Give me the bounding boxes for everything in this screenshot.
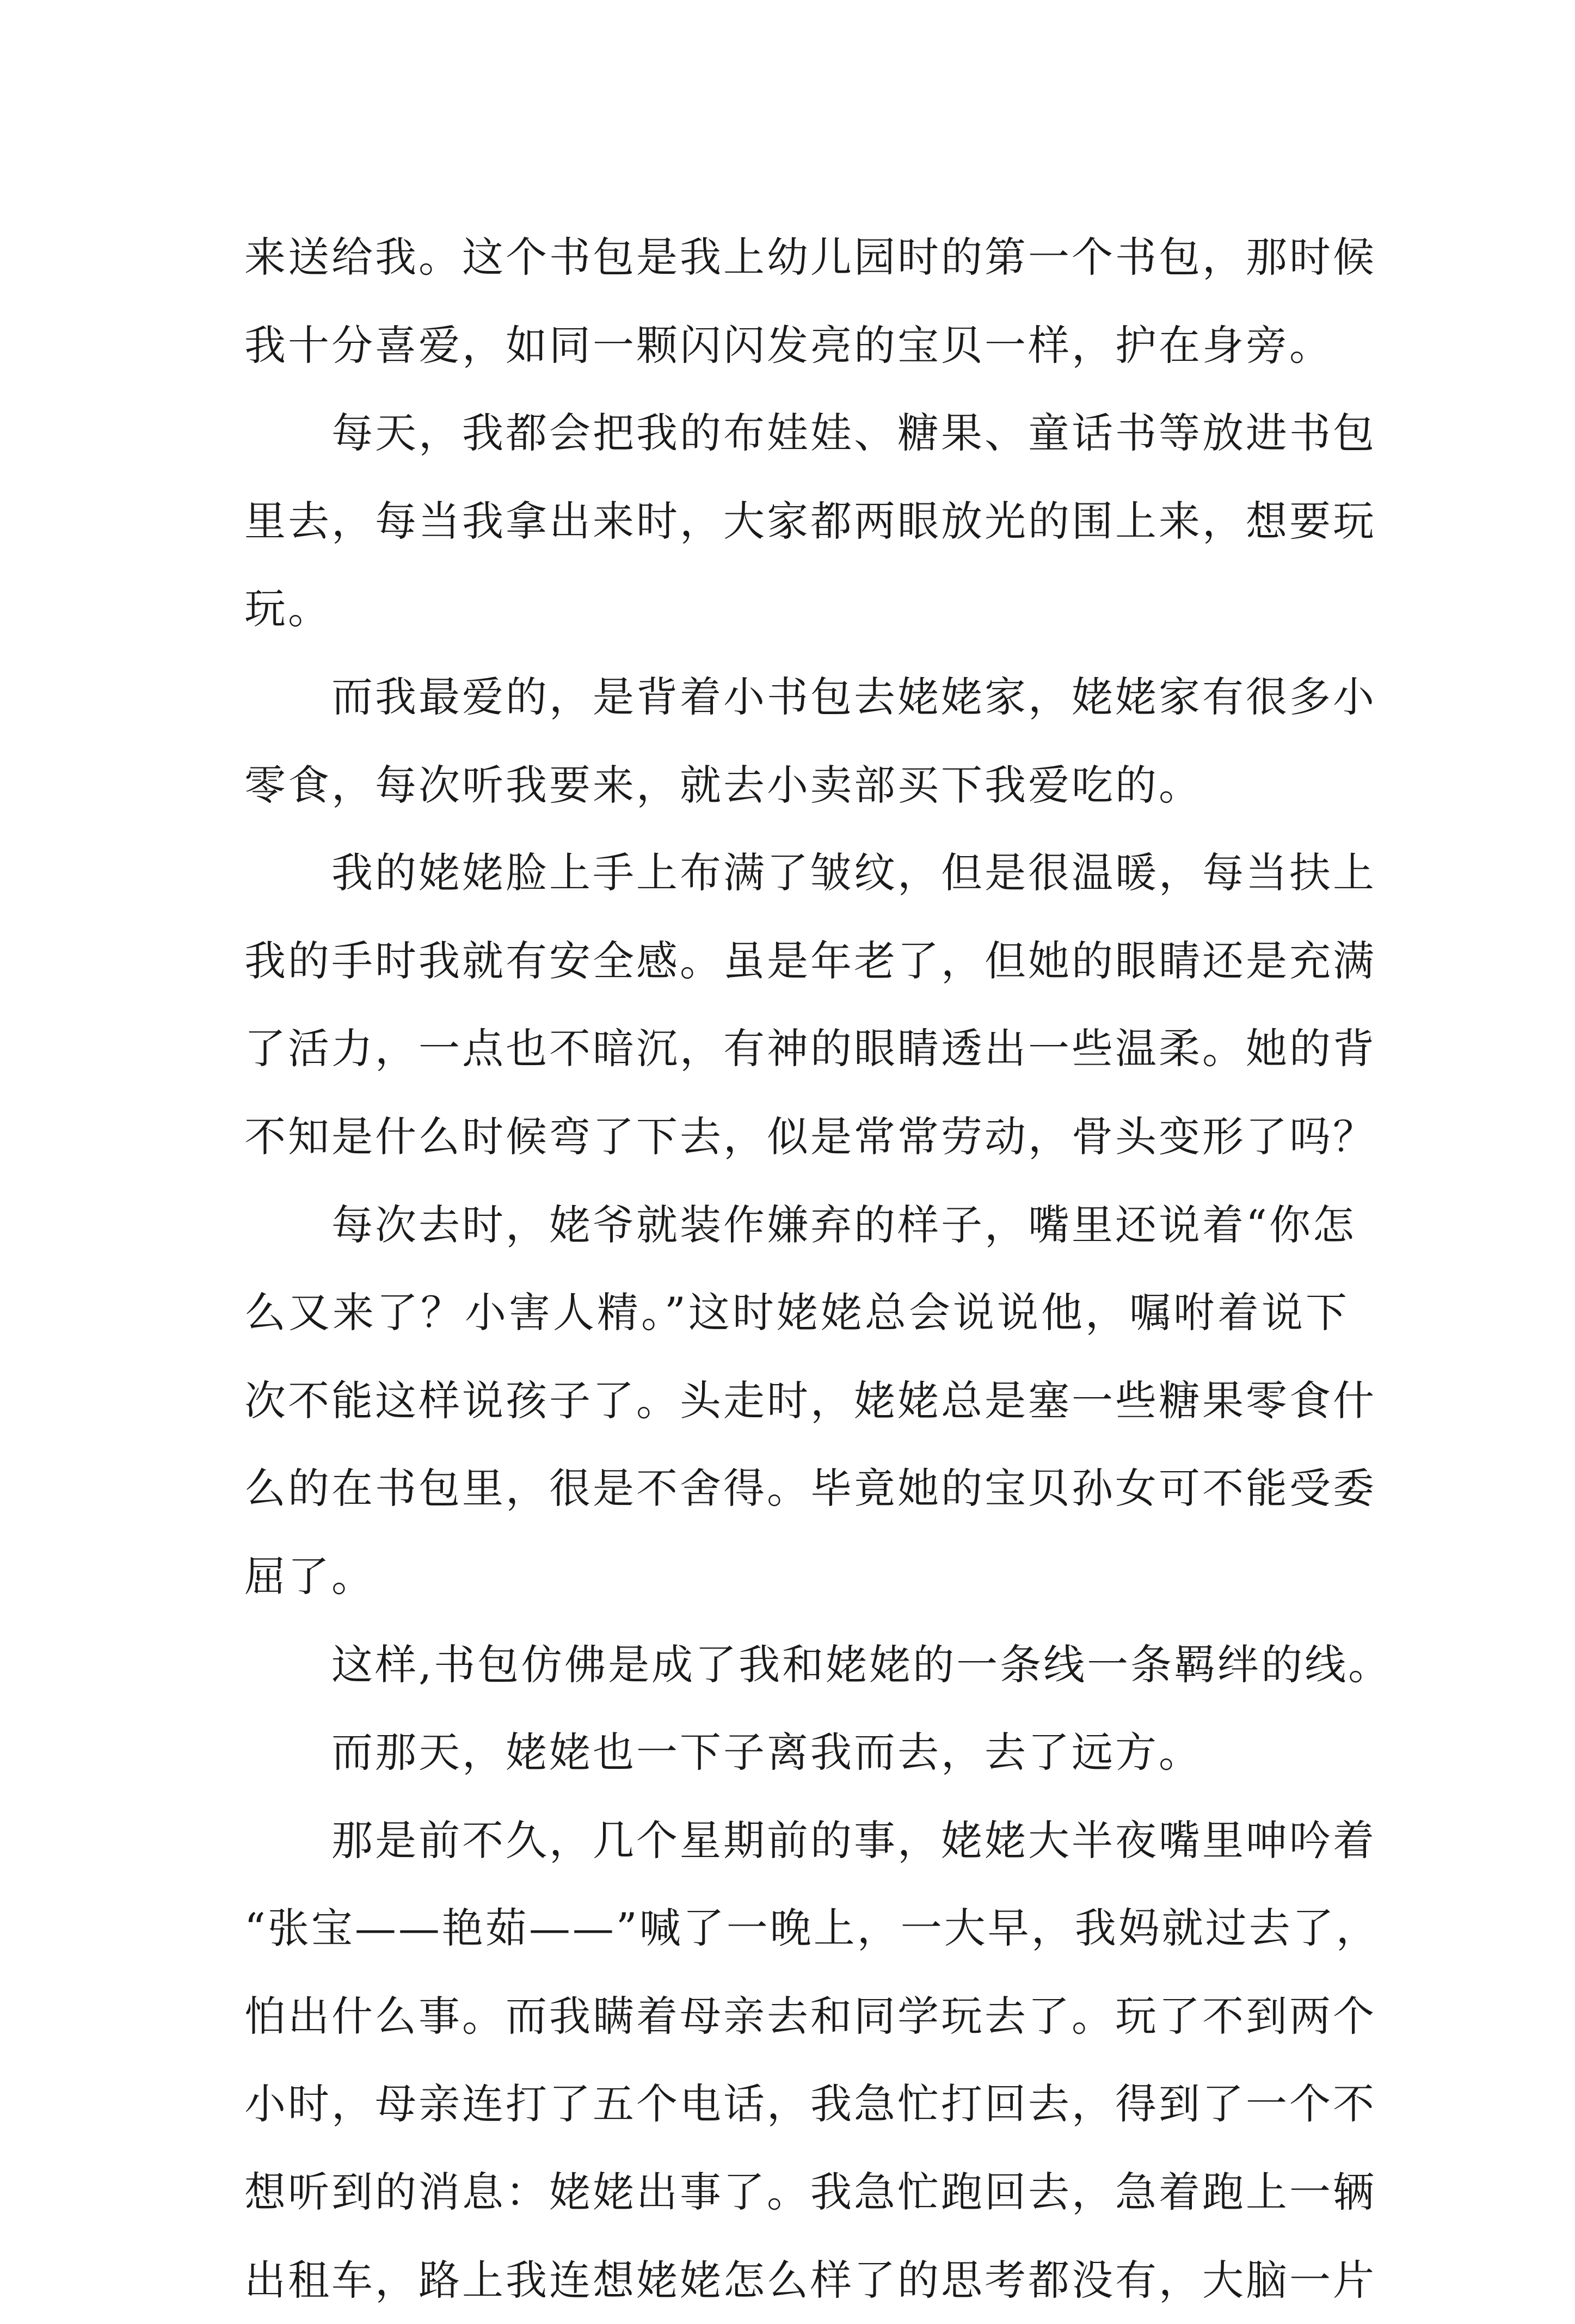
text-line: “张宝——艳茹——”喊了一晚上，一大早，我妈就过去了， — [244, 1904, 1380, 1953]
body-text — [244, 213, 1392, 2324]
text-line: 不知是什么时候弯了下去，似是常常劳动，骨头变形了吗？ — [244, 1112, 1376, 1161]
text-line: 这样,书包仿佛是成了我和姥姥的一条线一条羁绊的线。 — [331, 1640, 1392, 1689]
text-line: 怕出什么事。而我瞒着母亲去和同学玩去了。玩了不到两个 — [244, 1991, 1376, 2040]
text-line: 出租车，路上我连想姥姥怎么样了的思考都没有，大脑一片 — [244, 2255, 1376, 2304]
text-line: 每次去时，姥爷就装作嫌弃的样子，嘴里还说着“你怎 — [331, 1200, 1356, 1249]
text-line: 我十分喜爱，如同一颗闪闪发亮的宝贝一样，护在身旁。 — [244, 321, 1333, 370]
text-line: 零食，每次听我要来，就去小卖部买下我爱吃的。 — [244, 760, 1202, 809]
text-line: 么的在书包里，很是不舍得。毕竟她的宝贝孙女可不能受委 — [244, 1464, 1376, 1513]
text-line: 里去，每当我拿出来时，大家都两眼放光的围上来，想要玩 — [244, 496, 1376, 545]
text-line: 么又来了？小害人精。”这时姥姥总会说说他，嘱咐着说下 — [244, 1288, 1349, 1337]
text-line: 想听到的消息：姥姥出事了。我急忙跑回去，急着跑上一辆 — [244, 2168, 1376, 2217]
text-line: 次不能这样说孩子了。头走时，姥姥总是塞一些糖果零食什 — [244, 1376, 1376, 1425]
text-line: 我的姥姥脸上手上布满了皱纹，但是很温暖，每当扶上 — [331, 849, 1376, 897]
text-line: 那是前不久，几个星期前的事，姥姥大半夜嘴里呻吟着 — [331, 1816, 1376, 1865]
text-line: 来送给我。这个书包是我上幼儿园时的第一个书包，那时候 — [244, 233, 1376, 281]
text-line: 而那天，姥姥也一下子离我而去，去了远方。 — [331, 1728, 1202, 1777]
text-line: 每天，我都会把我的布娃娃、糖果、童话书等放进书包 — [331, 409, 1376, 458]
text-line: 了活力，一点也不暗沉，有神的眼睛透出一些温柔。她的背 — [244, 1024, 1376, 1073]
text-line: 我的手时我就有安全感。虽是年老了，但她的眼睛还是充满 — [244, 936, 1376, 985]
text-line: 玩。 — [244, 585, 331, 634]
text-line: 小时，母亲连打了五个电话，我急忙打回去，得到了一个不 — [244, 2080, 1376, 2129]
text-line: 屈了。 — [244, 1552, 375, 1601]
text-line: 而我最爱的，是背着小书包去姥姥家，姥姥家有很多小 — [331, 672, 1376, 721]
